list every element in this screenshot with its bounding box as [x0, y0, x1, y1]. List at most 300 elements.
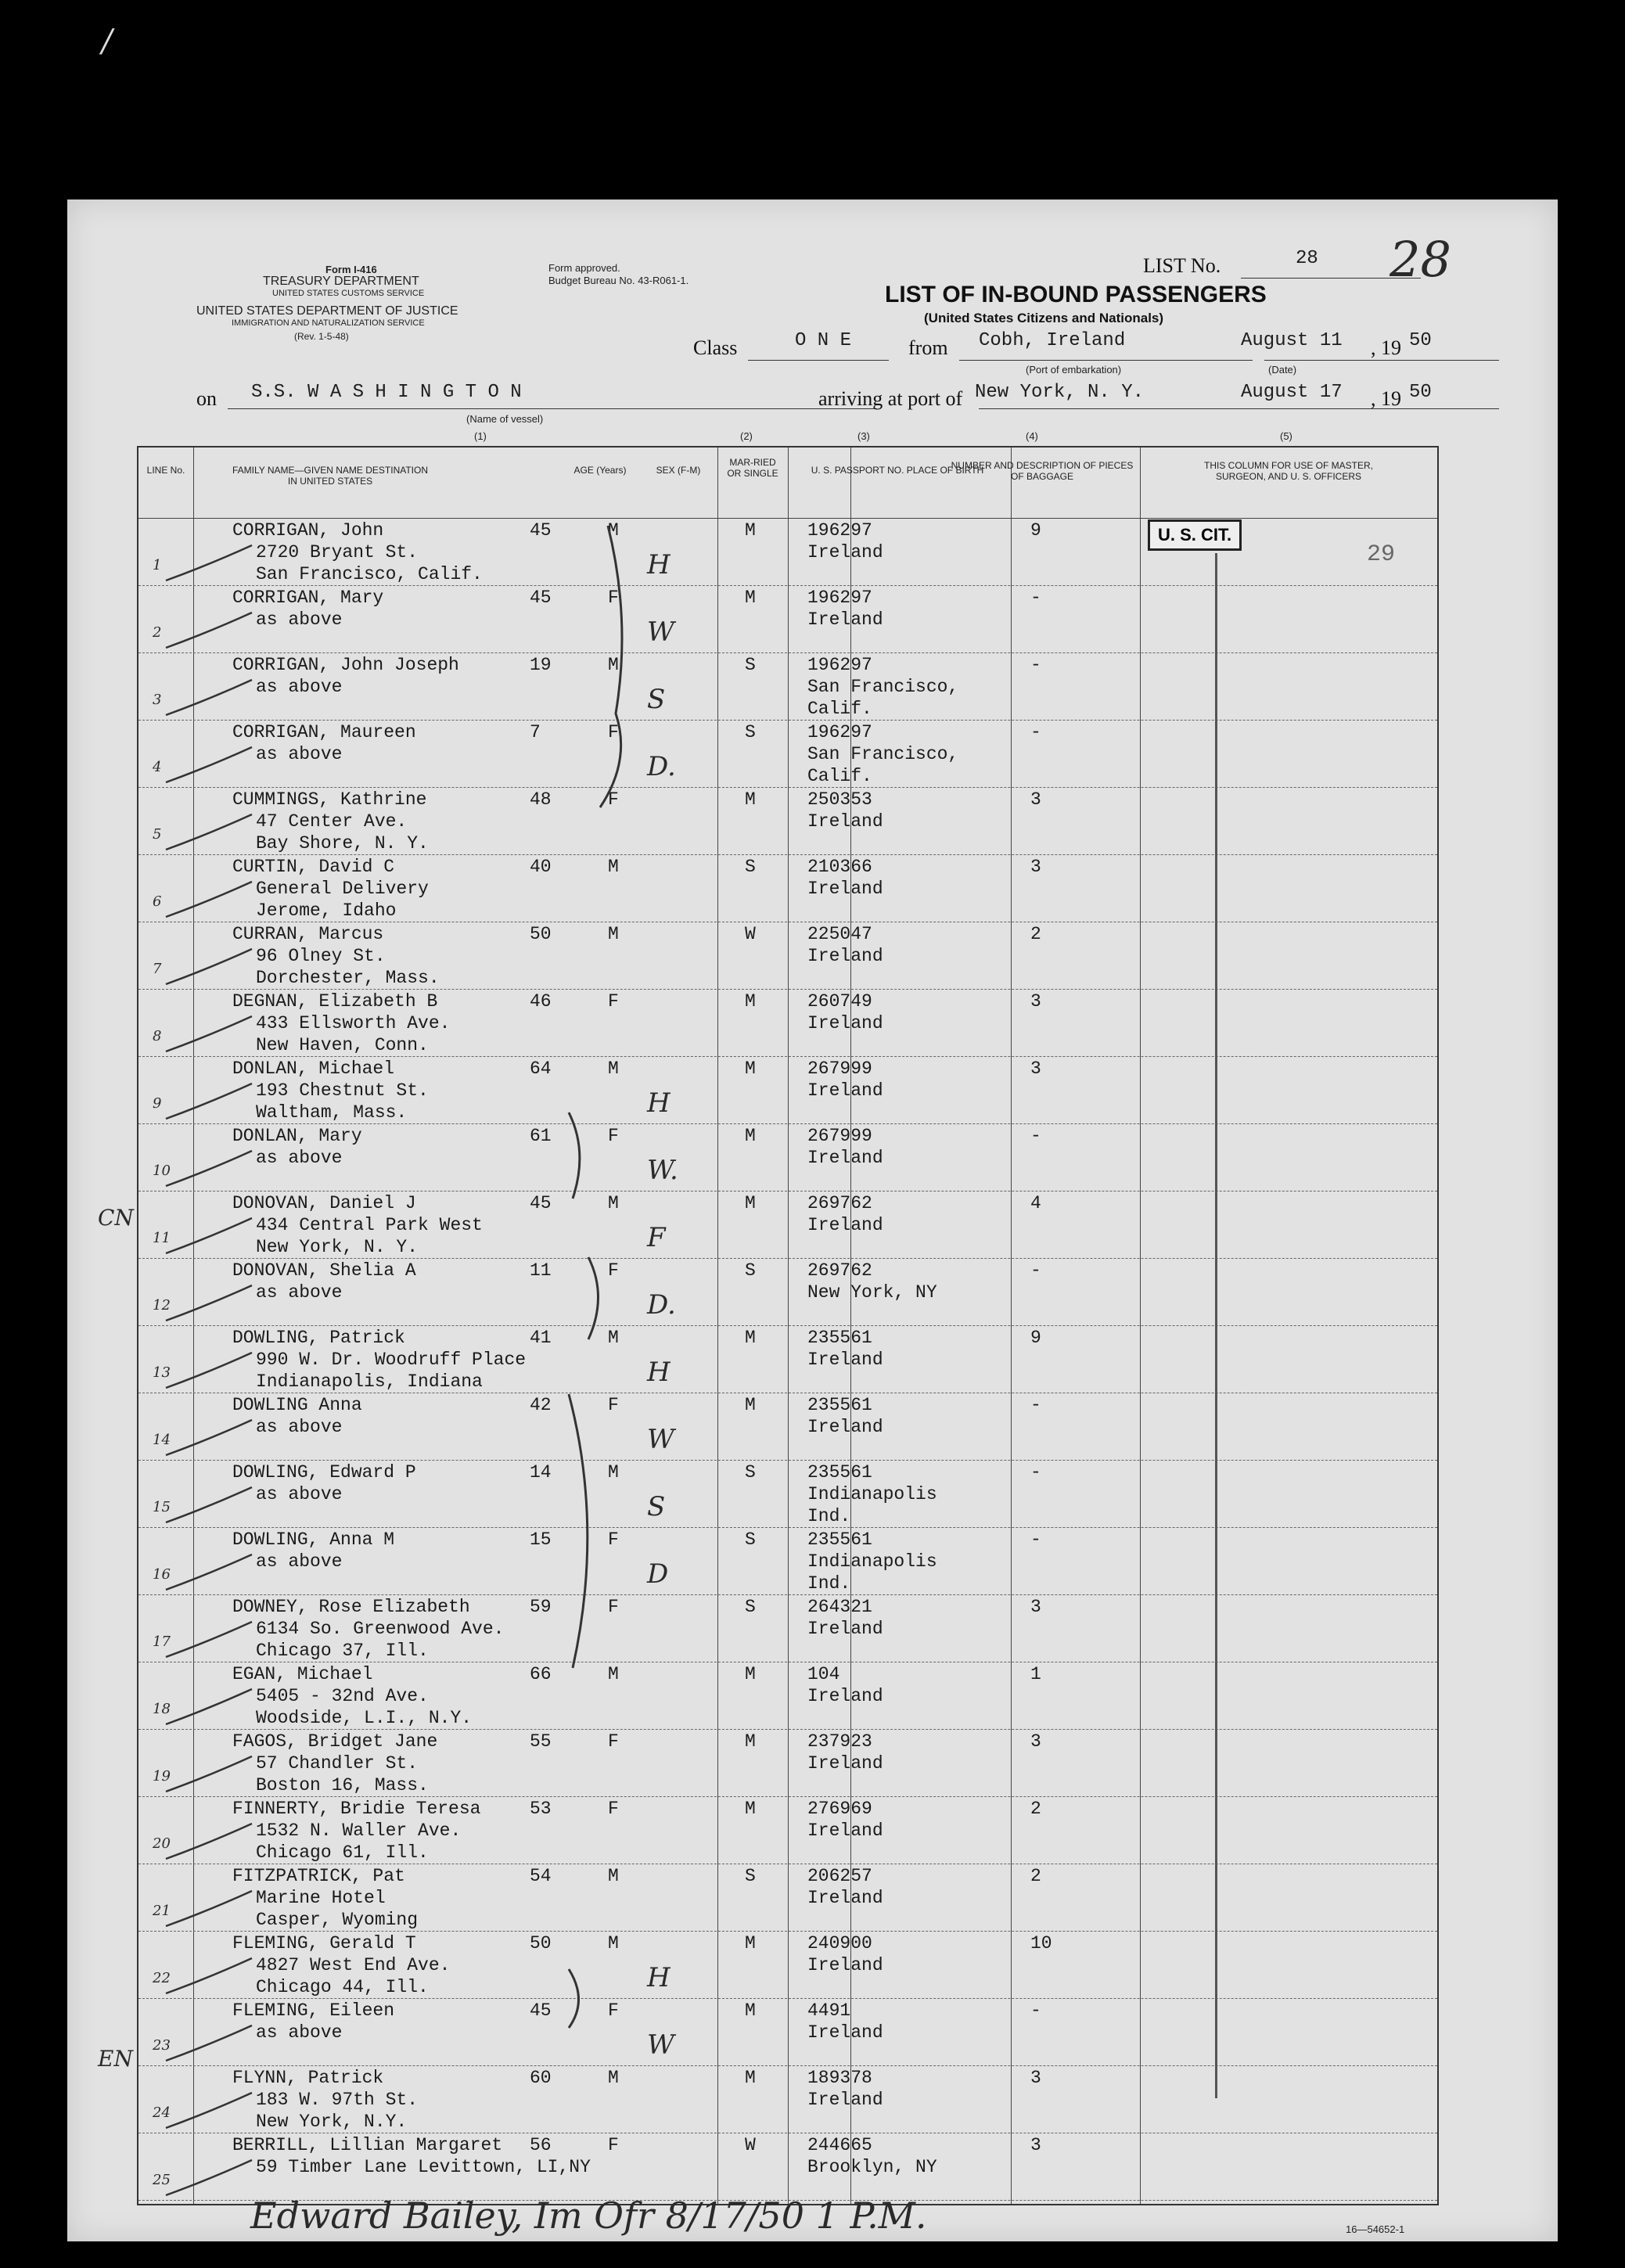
- passenger-sex: F: [608, 1395, 619, 1415]
- passenger-sex: M: [608, 1933, 619, 1953]
- marital-status: S: [745, 857, 756, 877]
- side-mark-cn: CN: [98, 1205, 134, 1231]
- passenger-age: 45: [530, 588, 552, 608]
- marital-status: M: [745, 991, 756, 1012]
- check-tick: [162, 1820, 256, 1867]
- check-tick: [162, 1080, 256, 1127]
- line-number: 12: [153, 1297, 171, 1314]
- row-divider: [138, 1594, 1437, 1595]
- passenger-address-1: as above: [256, 1551, 343, 1572]
- passenger-name: DOWNEY, Rose Elizabeth: [232, 1597, 470, 1617]
- stamp-rule-line: [1215, 553, 1217, 2098]
- baggage-count: 2: [1030, 1866, 1041, 1886]
- check-tick: [162, 1483, 256, 1530]
- place-of-birth: Ireland: [807, 1686, 883, 1706]
- relation-mark: H: [647, 1087, 670, 1119]
- form-number: Form I-416: [325, 264, 377, 275]
- baggage-count: -: [1030, 2000, 1041, 2021]
- line-number: 7: [153, 961, 162, 977]
- passenger-age: 48: [530, 789, 552, 810]
- line-number: 17: [153, 1634, 171, 1650]
- line-number: 15: [153, 1499, 171, 1515]
- check-tick: [162, 1954, 256, 2001]
- passenger-sex: F: [608, 1731, 619, 1752]
- passenger-age: 19: [530, 655, 552, 675]
- marital-status: S: [745, 655, 756, 675]
- passenger-sex: F: [608, 588, 619, 608]
- passenger-name: EGAN, Michael: [232, 1664, 373, 1684]
- passenger-address-2: Chicago 61, Ill.: [256, 1842, 429, 1863]
- justice-dept: UNITED STATES DEPARTMENT OF JUSTICE: [196, 304, 458, 318]
- col-header-baggage: NUMBER AND DESCRIPTION OF PIECES OF BAGGAGE: [951, 460, 1134, 482]
- passenger-address-2: Waltham, Mass.: [256, 1102, 408, 1123]
- list-number-handwritten: 28: [1390, 231, 1451, 288]
- passenger-sex: M: [608, 1866, 619, 1886]
- line-number: 4: [153, 759, 162, 775]
- place-of-birth: Ireland: [807, 609, 883, 630]
- place-of-birth: Ireland: [807, 1888, 883, 1908]
- passenger-address-1: as above: [256, 677, 343, 697]
- col-header-sex: SEX (F-M): [656, 465, 701, 476]
- embark-date: August 11: [1241, 330, 1343, 351]
- check-tick: [162, 743, 256, 790]
- line-number: 16: [153, 1566, 171, 1583]
- passenger-name: DONLAN, Mary: [232, 1126, 362, 1146]
- place-of-birth: Ireland: [807, 1955, 883, 1975]
- row-divider: [138, 1527, 1437, 1528]
- line-number: 6: [153, 893, 162, 910]
- ins-service: IMMIGRATION AND NATURALIZATION SERVICE: [232, 318, 425, 328]
- baggage-count: 3: [1030, 1059, 1041, 1079]
- vessel-caption: (Name of vessel): [466, 413, 544, 425]
- passenger-name: CURRAN, Marcus: [232, 924, 384, 944]
- col-header-name: FAMILY NAME—GIVEN NAME DESTINATION IN UNITED STATES: [232, 465, 429, 487]
- line-number: 10: [153, 1163, 171, 1179]
- arrival-port: New York, N. Y.: [975, 382, 1145, 403]
- passenger-address-1: 433 Ellsworth Ave.: [256, 1013, 451, 1033]
- baggage-count: 3: [1030, 1597, 1041, 1617]
- passport-number: 235561: [807, 1462, 872, 1483]
- passenger-address-1: 434 Central Park West: [256, 1215, 483, 1235]
- place-of-birth: Ireland: [807, 1148, 883, 1168]
- col-header-officers: THIS COLUMN FOR USE OF MASTER, SURGEON, AND U. S. OFFICERS: [1203, 460, 1373, 482]
- baggage-count: 9: [1030, 520, 1041, 541]
- row-divider: [138, 1191, 1437, 1192]
- check-tick: [162, 2156, 256, 2203]
- passenger-sex: M: [608, 520, 619, 541]
- year-prefix: , 19: [1371, 336, 1401, 359]
- passport-number: 104: [807, 1664, 840, 1684]
- line-number: 5: [153, 826, 162, 843]
- passenger-age: 45: [530, 1193, 552, 1213]
- place-of-birth: Brooklyn, NY: [807, 2157, 937, 2177]
- relation-mark: W.: [647, 1155, 678, 1186]
- marital-status: S: [745, 1462, 756, 1483]
- stamp-number: 29: [1367, 541, 1396, 568]
- passenger-age: 55: [530, 1731, 552, 1752]
- passport-number: 196297: [807, 722, 872, 742]
- passport-number: 196297: [807, 588, 872, 608]
- passenger-age: 11: [530, 1260, 552, 1281]
- passenger-sex: F: [608, 1260, 619, 1281]
- passport-number: 206257: [807, 1866, 872, 1886]
- check-tick: [162, 1618, 256, 1665]
- passenger-age: 14: [530, 1462, 552, 1483]
- passport-number: 189378: [807, 2068, 872, 2088]
- baggage-count: -: [1030, 1462, 1041, 1483]
- officer-signature: Edward Bailey, Im Ofr 8/17/50 1 P.M.: [250, 2194, 927, 2237]
- passenger-name: FLEMING, Gerald T: [232, 1933, 416, 1953]
- passenger-age: 64: [530, 1059, 552, 1079]
- passenger-sex: F: [608, 2135, 619, 2155]
- row-divider: [138, 1460, 1437, 1461]
- col-header-passport: U. S. PASSPORT NO. PLACE OF BIRTH: [811, 465, 984, 476]
- customs-service: UNITED STATES CUSTOMS SERVICE: [272, 289, 425, 298]
- passenger-address-1: as above: [256, 1417, 343, 1437]
- passenger-address-1: 183 W. 97th St.: [256, 2090, 419, 2110]
- passenger-sex: M: [608, 924, 619, 944]
- passport-number: 235561: [807, 1529, 872, 1550]
- passenger-address-2: Dorchester, Mass.: [256, 968, 440, 988]
- check-tick: [162, 1887, 256, 1934]
- passport-number: 260749: [807, 991, 872, 1012]
- relation-mark: D.: [647, 751, 676, 782]
- passenger-sex: M: [608, 1664, 619, 1684]
- passenger-address-2: Casper, Wyoming: [256, 1910, 419, 1930]
- marital-status: M: [745, 1328, 756, 1348]
- place-of-birth: Ireland: [807, 1619, 883, 1639]
- place-of-birth-2: Calif.: [807, 699, 872, 719]
- passenger-name: FINNERTY, Bridie Teresa: [232, 1799, 481, 1819]
- passenger-age: 66: [530, 1664, 552, 1684]
- passenger-sex: F: [608, 1597, 619, 1617]
- baggage-count: -: [1030, 1529, 1041, 1550]
- passenger-age: 53: [530, 1799, 552, 1819]
- passenger-address-1: 990 W. Dr. Woodruff Place: [256, 1350, 527, 1370]
- passenger-sex: M: [608, 1193, 619, 1213]
- passenger-address-2: Woodside, L.I., N.Y.: [256, 1708, 473, 1728]
- check-tick: [162, 1214, 256, 1261]
- baggage-count: -: [1030, 1126, 1041, 1146]
- passport-number: 269762: [807, 1193, 872, 1213]
- passport-number: 237923: [807, 1731, 872, 1752]
- passenger-address-2: New Haven, Conn.: [256, 1035, 429, 1055]
- passport-number: 267999: [807, 1059, 872, 1079]
- place-of-birth: Ireland: [807, 2090, 883, 2110]
- relation-mark: H: [647, 549, 670, 580]
- marital-status: M: [745, 1664, 756, 1684]
- side-mark-en: EN: [98, 2046, 133, 2072]
- baggage-count: 3: [1030, 2135, 1041, 2155]
- place-of-birth: Ireland: [807, 1350, 883, 1370]
- list-number: 28: [1296, 248, 1318, 269]
- marital-status: S: [745, 1866, 756, 1886]
- passenger-age: 42: [530, 1395, 552, 1415]
- passenger-address-2: San Francisco, Calif.: [256, 564, 483, 584]
- marital-status: M: [745, 520, 756, 541]
- passenger-address-1: 2720 Bryant St.: [256, 542, 419, 563]
- passenger-address-1: as above: [256, 1282, 343, 1303]
- marital-status: M: [745, 1933, 756, 1953]
- place-of-birth: Ireland: [807, 2022, 883, 2043]
- passenger-address-1: as above: [256, 1484, 343, 1504]
- passenger-name: CORRIGAN, John: [232, 520, 384, 541]
- relation-mark: D: [647, 1558, 669, 1590]
- budget-bureau: Budget Bureau No. 43-R061-1.: [548, 275, 689, 286]
- check-tick: [162, 676, 256, 723]
- col-num-3: (3): [857, 430, 870, 442]
- baggage-count: 10: [1030, 1933, 1052, 1953]
- baggage-count: 1: [1030, 1664, 1041, 1684]
- line-number: 23: [153, 2037, 171, 2054]
- passenger-name: BERRILL, Lillian Margaret: [232, 2135, 503, 2155]
- marital-status: M: [745, 1126, 756, 1146]
- passenger-address-1: as above: [256, 1148, 343, 1168]
- relation-mark: H: [647, 1357, 670, 1388]
- passenger-address-1: General Delivery: [256, 879, 429, 899]
- baggage-count: -: [1030, 722, 1041, 742]
- passport-number: 225047: [807, 924, 872, 944]
- baggage-count: 3: [1030, 991, 1041, 1012]
- relation-mark: D.: [647, 1289, 676, 1321]
- from-label: from: [908, 336, 948, 359]
- passport-number: 196297: [807, 520, 872, 541]
- place-of-birth: Indianapolis: [807, 1484, 937, 1504]
- marital-status: S: [745, 1597, 756, 1617]
- passenger-table: [137, 446, 1439, 2205]
- col-header-line: LINE No.: [146, 465, 185, 476]
- line-number: 13: [153, 1364, 171, 1381]
- passenger-name: DOWLING, Anna M: [232, 1529, 395, 1550]
- col-num-2: (2): [740, 430, 753, 442]
- passenger-age: 61: [530, 1126, 552, 1146]
- passenger-name: CURTIN, David C: [232, 857, 395, 877]
- marital-status: M: [745, 2000, 756, 2021]
- check-tick: [162, 1349, 256, 1396]
- marital-status: M: [745, 1799, 756, 1819]
- passenger-address-1: 59 Timber Lane Levittown, LI,NY: [256, 2157, 591, 2177]
- passenger-sex: M: [608, 857, 619, 877]
- col-header-married: MAR-RIED OR SINGLE: [727, 457, 778, 479]
- passport-number: 250353: [807, 789, 872, 810]
- passenger-address-1: as above: [256, 744, 343, 764]
- passenger-address-2: Bay Shore, N. Y.: [256, 833, 429, 854]
- passport-number: 244665: [807, 2135, 872, 2155]
- passenger-name: DEGNAN, Elizabeth B: [232, 991, 438, 1012]
- check-tick: [162, 1012, 256, 1059]
- passport-number: 210366: [807, 857, 872, 877]
- passenger-address-1: as above: [256, 609, 343, 630]
- baggage-count: -: [1030, 1395, 1041, 1415]
- date-caption: (Date): [1268, 364, 1297, 376]
- passport-number: 269762: [807, 1260, 872, 1281]
- passenger-address-2: Chicago 37, Ill.: [256, 1641, 429, 1661]
- passenger-sex: F: [608, 1126, 619, 1146]
- check-tick: [162, 541, 256, 588]
- passenger-sex: M: [608, 2068, 619, 2088]
- passenger-name: DONLAN, Michael: [232, 1059, 395, 1079]
- line-number: 3: [153, 692, 162, 708]
- row-divider: [138, 2065, 1437, 2066]
- place-of-birth: San Francisco,: [807, 677, 959, 697]
- check-tick: [162, 1147, 256, 1194]
- baggage-count: -: [1030, 588, 1041, 608]
- passport-number: 276969: [807, 1799, 872, 1819]
- passenger-age: 46: [530, 991, 552, 1012]
- relation-mark: F: [647, 1222, 666, 1253]
- place-of-birth: Ireland: [807, 1215, 883, 1235]
- class-label: Class: [693, 336, 738, 359]
- passenger-age: 41: [530, 1328, 552, 1348]
- form-approved: Form approved.: [548, 262, 620, 274]
- embark-year: 50: [1409, 330, 1432, 351]
- passenger-address-1: 193 Chestnut St.: [256, 1080, 429, 1101]
- port-of-embarkation: Cobh, Ireland: [979, 330, 1126, 351]
- passenger-age: 7: [530, 722, 541, 742]
- port-embark-caption: (Port of embarkation): [1026, 364, 1122, 376]
- relation-mark: S: [647, 1491, 666, 1522]
- corner-mark: /: [102, 23, 113, 59]
- passenger-age: 50: [530, 1933, 552, 1953]
- place-of-birth: Ireland: [807, 1821, 883, 1841]
- passenger-name: CORRIGAN, John Joseph: [232, 655, 459, 675]
- row-divider: [138, 1325, 1437, 1326]
- passenger-age: 15: [530, 1529, 552, 1550]
- passenger-name: FAGOS, Bridget Jane: [232, 1731, 438, 1752]
- check-tick: [162, 945, 256, 992]
- col-num-5: (5): [1280, 430, 1292, 442]
- passenger-name: FLEMING, Eileen: [232, 2000, 395, 2021]
- line-number: 22: [153, 1970, 171, 1986]
- passenger-sex: F: [608, 991, 619, 1012]
- passenger-name: CUMMINGS, Kathrine: [232, 789, 427, 810]
- passport-number: 235561: [807, 1328, 872, 1348]
- line-number: 18: [153, 1701, 171, 1717]
- on-label: on: [196, 387, 217, 410]
- marital-status: S: [745, 1529, 756, 1550]
- marital-status: M: [745, 789, 756, 810]
- passenger-sex: M: [608, 1059, 619, 1079]
- place-of-birth: Ireland: [807, 811, 883, 832]
- family-brackets: [545, 526, 666, 2169]
- passenger-sex: M: [608, 1328, 619, 1348]
- passenger-age: 56: [530, 2135, 552, 2155]
- revision: (Rev. 1-5-48): [294, 331, 349, 342]
- passenger-address-1: 1532 N. Waller Ave.: [256, 1821, 462, 1841]
- passenger-name: CORRIGAN, Mary: [232, 588, 384, 608]
- baggage-count: -: [1030, 1260, 1041, 1281]
- check-tick: [162, 1416, 256, 1463]
- marital-status: W: [745, 924, 756, 944]
- relation-mark: W: [647, 616, 674, 648]
- row-divider: [138, 720, 1437, 721]
- arrival-year: 50: [1409, 382, 1432, 403]
- passenger-address-2: New York, N.Y.: [256, 2112, 408, 2132]
- baggage-count: -: [1030, 655, 1041, 675]
- place-of-birth: Ireland: [807, 1013, 883, 1033]
- passenger-sex: F: [608, 2000, 619, 2021]
- col-num-4: (4): [1026, 430, 1038, 442]
- us-citizen-stamp: U. S. CIT.: [1148, 519, 1242, 551]
- baggage-count: 3: [1030, 857, 1041, 877]
- passenger-name: DOWLING, Patrick: [232, 1328, 405, 1348]
- arrival-date: August 17: [1241, 382, 1343, 403]
- page-subtitle: (United States Citizens and Nationals): [924, 311, 1164, 325]
- marital-status: M: [745, 1395, 756, 1415]
- passport-number: 4491: [807, 2000, 851, 2021]
- row-divider: [138, 652, 1437, 653]
- passport-number: 267999: [807, 1126, 872, 1146]
- place-of-birth-2: Ind.: [807, 1573, 851, 1594]
- place-of-birth: Ireland: [807, 542, 883, 563]
- passenger-age: 50: [530, 924, 552, 944]
- baggage-count: 3: [1030, 1731, 1041, 1752]
- passenger-address-1: 5405 - 32nd Ave.: [256, 1686, 429, 1706]
- baggage-count: 2: [1030, 924, 1041, 944]
- baggage-count: 2: [1030, 1799, 1041, 1819]
- page-title: LIST OF IN-BOUND PASSENGERS: [885, 282, 1267, 307]
- passport-number: 235561: [807, 1395, 872, 1415]
- place-of-birth: Indianapolis: [807, 1551, 937, 1572]
- passenger-address-2: Jerome, Idaho: [256, 900, 397, 921]
- passenger-address-1: Marine Hotel: [256, 1888, 386, 1908]
- class-value: O N E: [795, 330, 852, 351]
- passenger-sex: F: [608, 1529, 619, 1550]
- line-number: 8: [153, 1028, 162, 1044]
- list-label: LIST No.: [1143, 254, 1221, 277]
- passenger-address-2: Chicago 44, Ill.: [256, 1977, 429, 1997]
- check-tick: [162, 609, 256, 656]
- passenger-sex: F: [608, 722, 619, 742]
- passenger-address-1: 4827 West End Ave.: [256, 1955, 451, 1975]
- passenger-age: 45: [530, 520, 552, 541]
- baggage-count: 3: [1030, 2068, 1041, 2088]
- passenger-sex: F: [608, 789, 619, 810]
- passenger-age: 59: [530, 1597, 552, 1617]
- col-header-age: AGE (Years): [573, 465, 627, 476]
- vessel-name: S.S. W A S H I N G T O N: [251, 382, 522, 403]
- line-number: 2: [153, 624, 162, 641]
- check-tick: [162, 1551, 256, 1598]
- line-number: 1: [153, 557, 162, 573]
- place-of-birth: Ireland: [807, 879, 883, 899]
- check-tick: [162, 2022, 256, 2069]
- check-tick: [162, 1752, 256, 1799]
- passenger-address-2: New York, N. Y.: [256, 1237, 419, 1257]
- treasury-dept: TREASURY DEPARTMENT: [263, 275, 419, 288]
- place-of-birth-2: Ind.: [807, 1506, 851, 1526]
- passport-number: 264321: [807, 1597, 872, 1617]
- place-of-birth: Ireland: [807, 946, 883, 966]
- marital-status: M: [745, 588, 756, 608]
- place-of-birth: San Francisco,: [807, 744, 959, 764]
- passenger-age: 45: [530, 2000, 552, 2021]
- footer-code: 16—54652-1: [1346, 2223, 1405, 2235]
- baggage-count: 9: [1030, 1328, 1041, 1348]
- baggage-count: 3: [1030, 789, 1041, 810]
- check-tick: [162, 2089, 256, 2136]
- check-tick: [162, 1685, 256, 1732]
- marital-status: S: [745, 1260, 756, 1281]
- passenger-name: DOWLING, Edward P: [232, 1462, 416, 1483]
- place-of-birth: Ireland: [807, 1080, 883, 1101]
- passenger-address-1: as above: [256, 2022, 343, 2043]
- relation-mark: W: [647, 1424, 674, 1455]
- line-number: 9: [153, 1095, 162, 1112]
- check-tick: [162, 1281, 256, 1328]
- relation-mark: W: [647, 2029, 674, 2061]
- passport-number: 240900: [807, 1933, 872, 1953]
